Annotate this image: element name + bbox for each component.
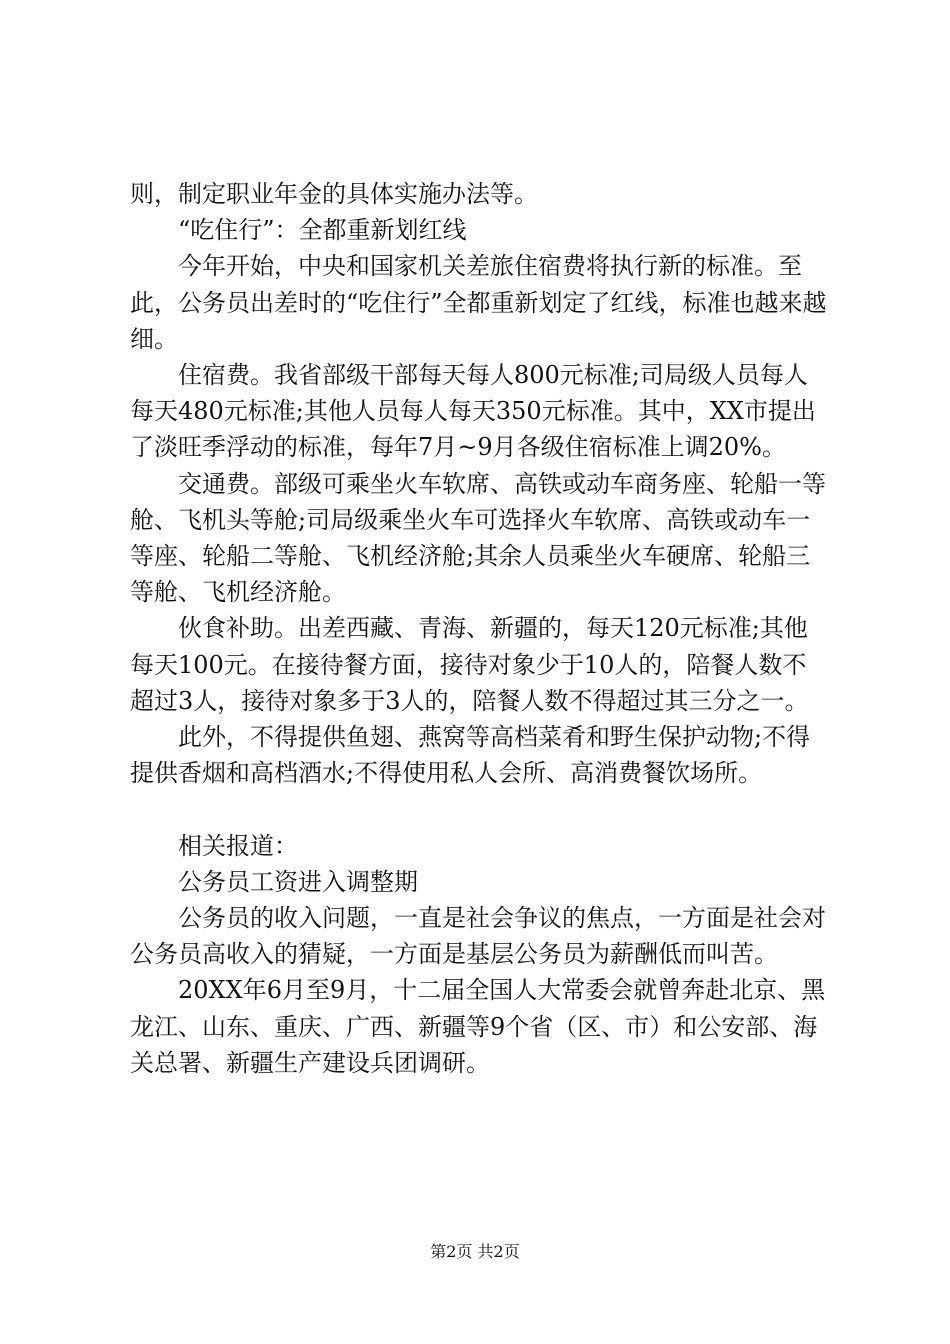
section-heading-food-lodging-travel: “吃住行”：全都重新划红线 — [178, 216, 467, 245]
paragraph-continuation: 则，制定职业年金的具体实施办法等。 — [130, 180, 538, 208]
related-reports-label: 相关报道： — [178, 831, 298, 860]
document-body — [130, 176, 830, 1081]
paragraph-research-trip: 20XX年6月至9月，十二届全国人大常委会就曾奔赴北京、黑龙江、山东、重庆、广西、新疆等9个省（区、市）和公安部、海关总署、新疆生产建设兵团调研。 — [130, 976, 826, 1077]
related-report-title: 公务员工资进入调整期 — [178, 867, 418, 896]
paragraph-income-controversy: 公务员的收入问题，一直是社会争议的焦点，一方面是社会对公务员高收入的猜疑，一方面是基层公务员为薪酬低而叫苦。 — [130, 904, 826, 969]
page-footer: 第2页 共2页 — [430, 1242, 520, 1261]
paragraph-prohibitions: 此外，不得提供鱼翅、燕窝等高档菜肴和野生保护动物;不得提供香烟和高档酒水;不得使用私人会所、高消费餐饮场所。 — [130, 723, 811, 788]
paragraph-meal-allowance: 伙食补助。出差西藏、青海、新疆的，每天120元标准;其他每天100元。在接待餐方面，接待对象少于10人的，陪餐人数不超过3人，接待对象多于3人的，陪餐人数不得超过其三分之一。 — [130, 614, 809, 715]
paragraph-new-standards: 今年开始，中央和国家机关差旅住宿费将执行新的标准。至此，公务员出差时的“吃住行”全都重新划定了红线，标准也越来越细。 — [130, 252, 827, 353]
paragraph-transport-fee: 交通费。部级可乘坐火车软席、高铁或动车商务座、轮船一等舱、飞机头等舱;司局级乘坐火车可选择火车软席、高铁或动车一等座、轮船二等舱、飞机经济舱;其余人员乘坐火车硬席、轮船三等舱、飞机经济舱。 — [130, 469, 826, 607]
paragraph-lodging-fee: 住宿费。我省部级干部每天每人800元标准;司局级人员每人每天480元标准;其他人员每人每天350元标准。其中，XX市提出了淡旺季浮动的标准，每年7月~9月各级住宿标准上调20%。 — [130, 361, 816, 462]
blank-line — [130, 791, 830, 827]
